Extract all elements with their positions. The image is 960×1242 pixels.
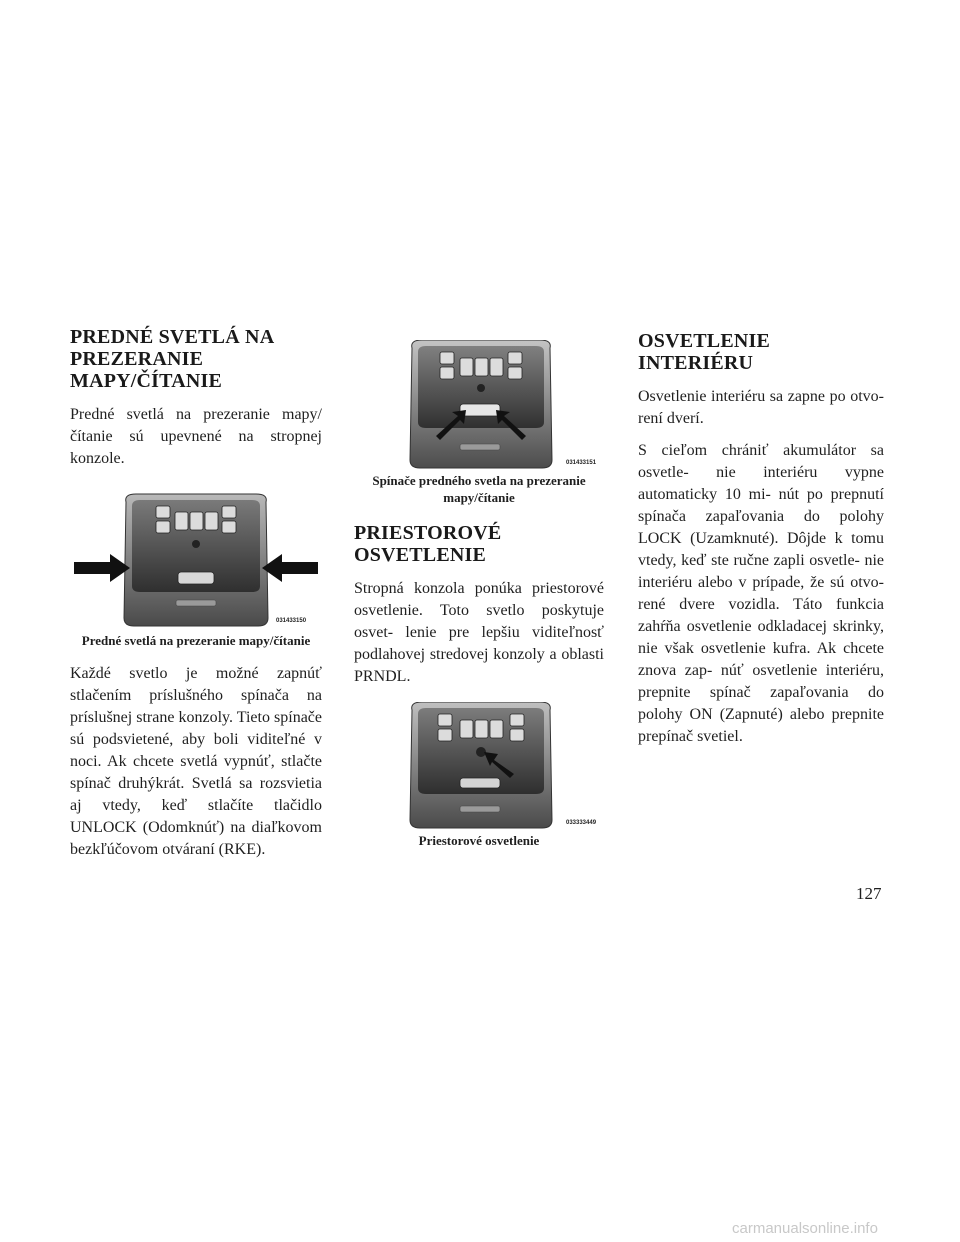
- section-heading: [354, 522, 604, 566]
- page-number: 127: [856, 884, 882, 903]
- figure-code: 031433150: [276, 618, 307, 624]
- caption-line: Spínače predného svetla na prezeranie: [372, 473, 586, 488]
- figure-courtesy-lighting: [354, 702, 604, 849]
- watermark: carmanualsonline.info: [732, 1220, 878, 1237]
- caption-line: mapy/čítanie: [443, 490, 515, 505]
- section-heading: [70, 326, 322, 392]
- figure-code: 031433151: [566, 460, 597, 466]
- console-illustration: [354, 340, 604, 470]
- section-front-map-lights: [70, 326, 322, 871]
- figure-caption: Priestorové osvetlenie: [418, 833, 540, 848]
- figure-caption: [354, 472, 604, 506]
- heading-line: OSVETLENIE: [354, 544, 487, 566]
- section-courtesy-lights: [354, 340, 604, 849]
- heading-line: PREZERANIE: [70, 348, 204, 370]
- section-heading: OSVETLENIE INTERIÉRU: [638, 330, 771, 374]
- body-paragraph: Osvetlenie interiéru sa zapne po otvo- rení dverí.: [638, 388, 884, 427]
- body-paragraph: Každé svetlo je možné zapnúť stlačením príslušného spínača na príslušnej strane konzoly. Tieto spínače sú podsvietené, aby boli viditeľné v noci. Ak chcete svetlá vypnúť, stlačte spínač druhýkrát. Svetlá sa rozsvietia aj vtedy, keď stlačíte tlačidlo UNLOCK (Odomknúť) na diaľkovom bezkľúčovom otváraní (RKE).: [70, 665, 322, 858]
- body-paragraph: Stropná konzola ponúka priestorové osvetlenie. Toto svetlo poskytuje osvet- lenie pre lepšiu viditeľnosť podlahovej stredovej konzoly a oblasti PRNDL.: [354, 580, 604, 685]
- heading-line: MAPY/ČÍTANIE: [70, 370, 223, 392]
- section-interior-lights: [638, 330, 884, 758]
- figure-map-light-switches: [354, 340, 604, 506]
- heading-line: PREDNÉ SVETLÁ NA: [70, 326, 275, 348]
- console-illustration: [354, 702, 604, 830]
- heading-line: PRIESTOROVÉ: [354, 522, 502, 544]
- figure-front-map-lights: [70, 490, 322, 649]
- body-paragraph: S cieľom chrániť akumulátor sa osvetle- nie interiéru vypne automaticky 10 mi- nút po prepnutí spínača zapaľovania do polohy LOCK (Uzamknuté). Dôjde k tomu vtedy, keď ste ručne zapli osvetle- nie interiéru alebo v prípade, že sú otvo- rené dvere vozidla. Táto funkcia zahŕňa osvetlenie odkladacej skrinky, nie však osvetlenie kufra. Ak chcete znova zap- núť osvetlenie interiéru, prepnite spínač zapaľovania do polohy ON (Zapnuté) alebo prepnite prepínač svetiel.: [638, 442, 884, 745]
- console-illustration: [70, 490, 322, 630]
- figure-code: 033333449: [566, 820, 597, 826]
- figure-caption: Predné svetlá na prezeranie mapy/čítanie: [81, 633, 311, 648]
- intro-paragraph: Predné svetlá na prezeranie mapy/ čítanie sú upevnené na stropnej konzole.: [70, 406, 322, 467]
